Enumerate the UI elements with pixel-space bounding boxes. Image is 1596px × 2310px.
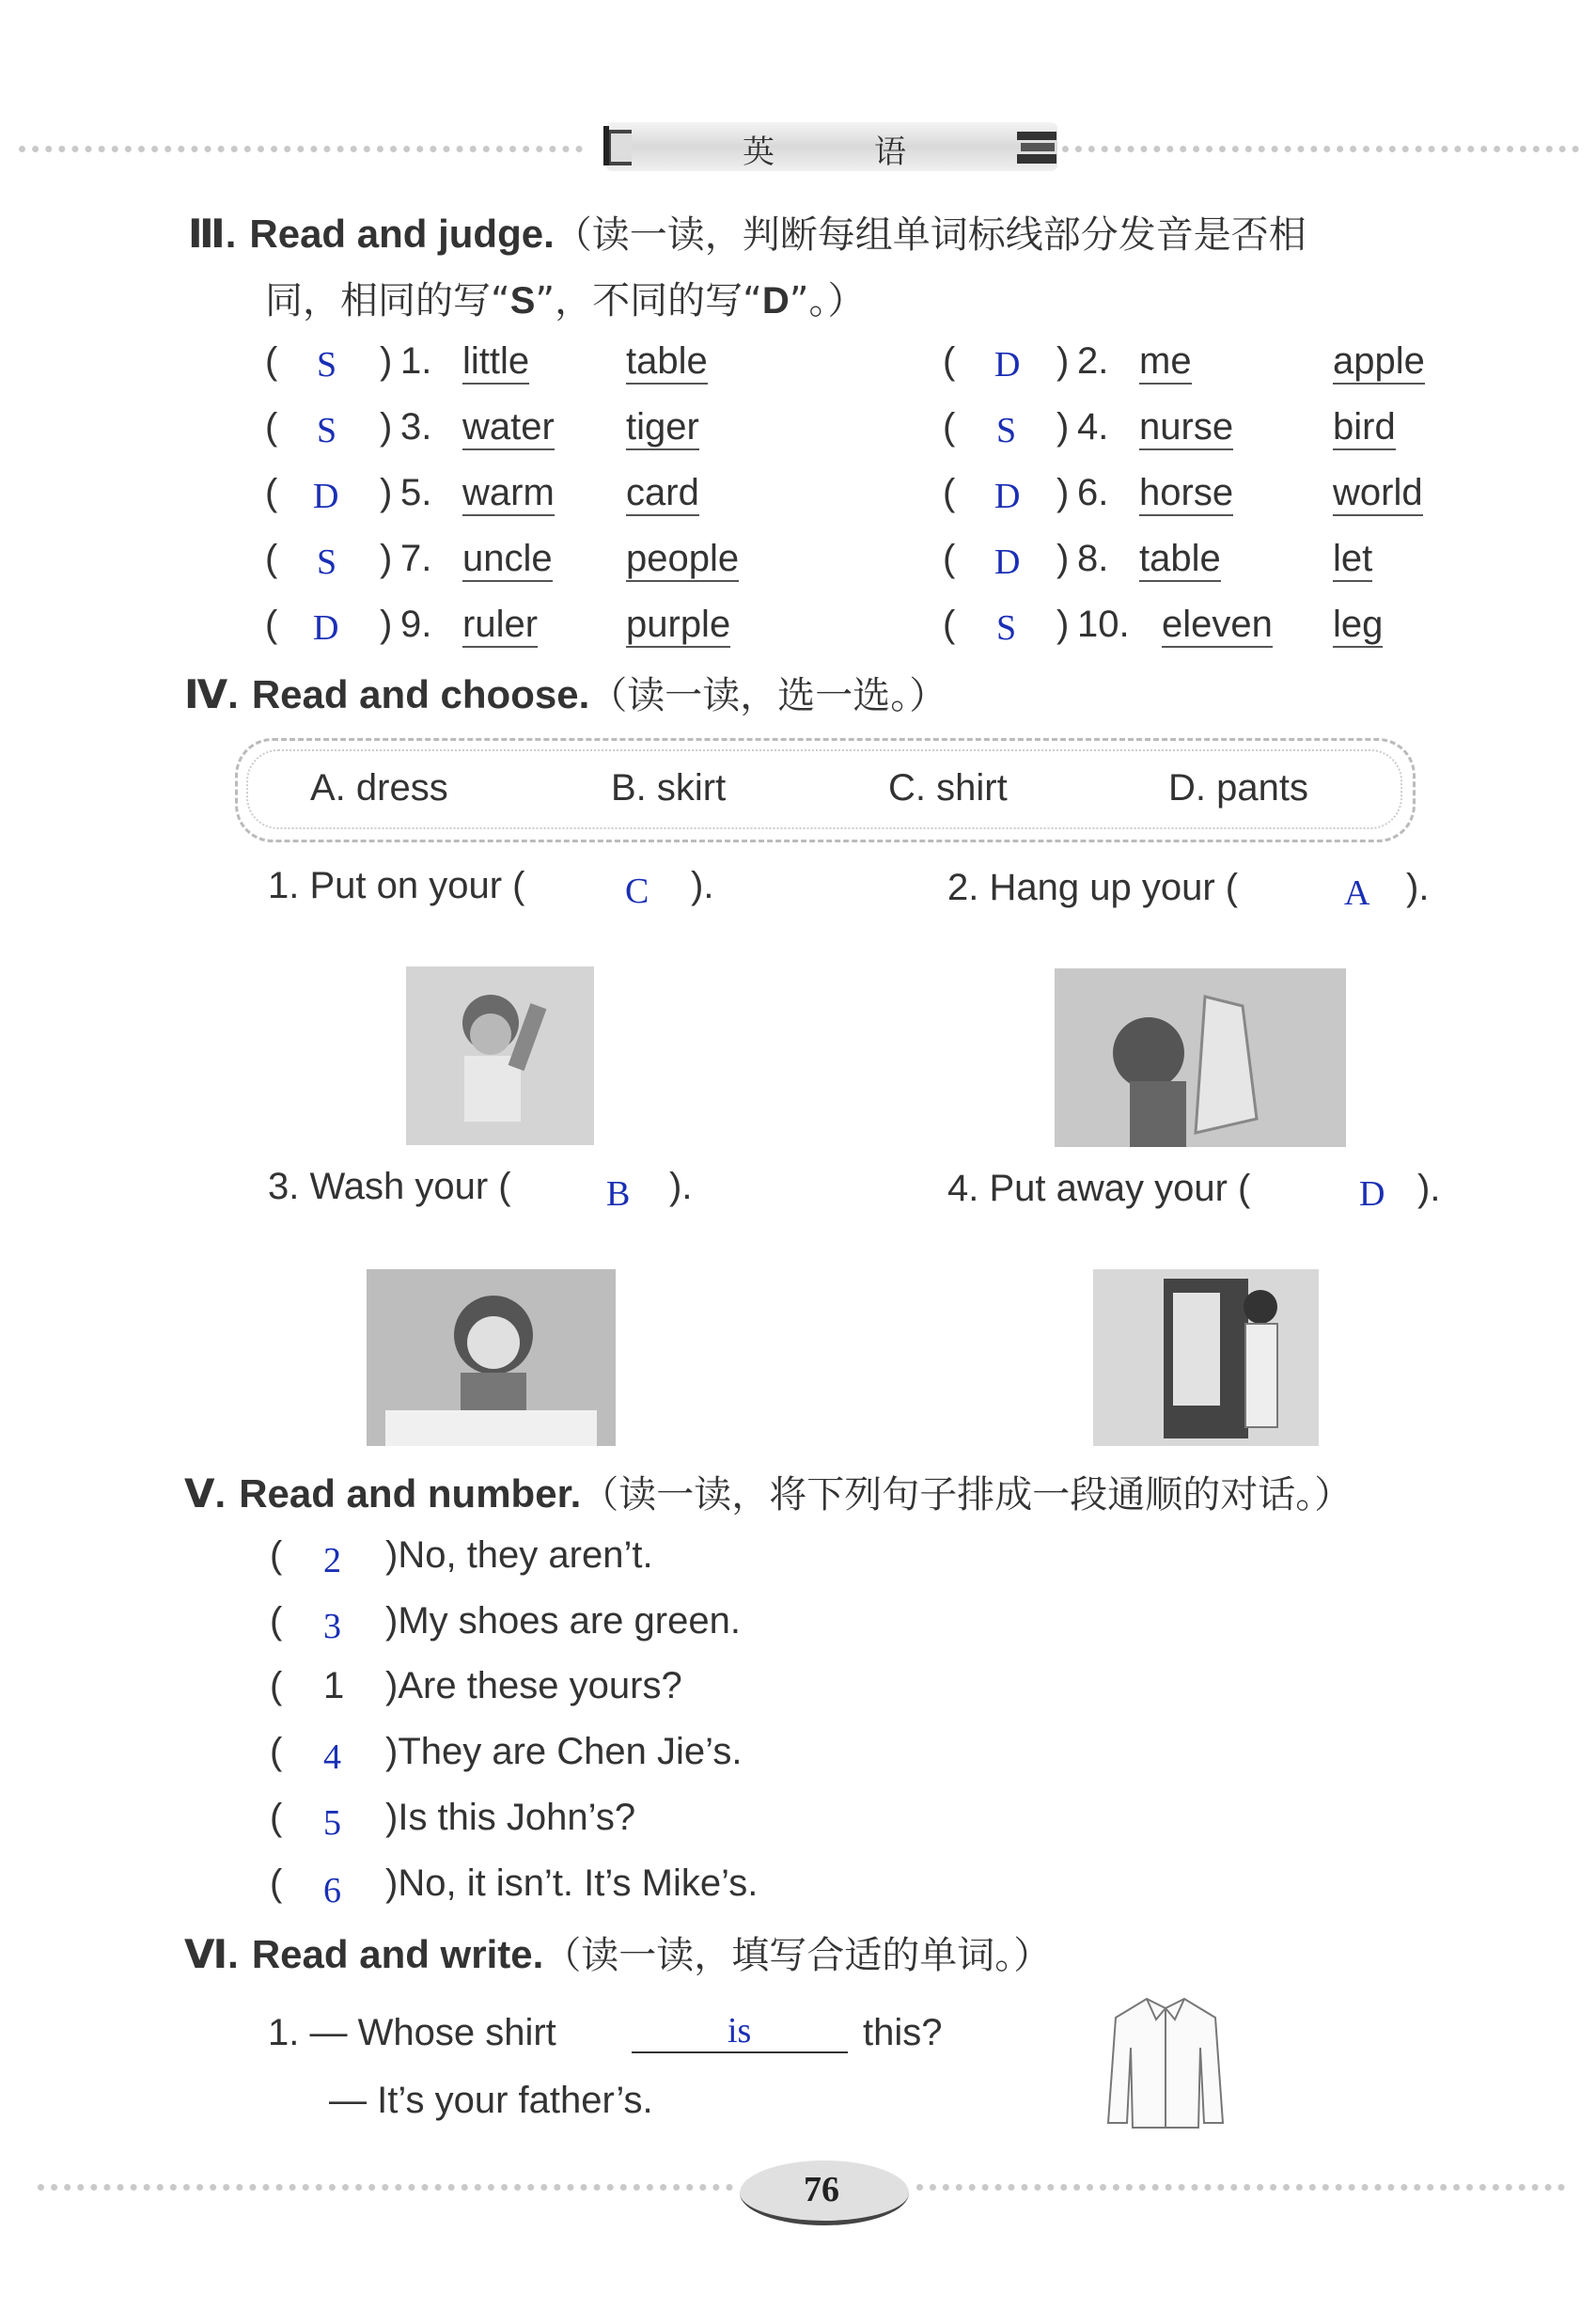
word: nurse: [1139, 406, 1233, 450]
header-subject-right: 语: [874, 134, 906, 171]
header-dots-right: [1062, 146, 1579, 152]
question-close: ).: [691, 865, 714, 906]
paren: ): [380, 340, 393, 382]
question-close: ).: [1417, 1168, 1441, 1209]
word: purple: [626, 604, 730, 648]
word: world: [1333, 472, 1423, 516]
dialogue-text: Is this John’s?: [398, 1797, 636, 1838]
question-text: Put on your (: [309, 865, 525, 906]
answer-q3: B: [606, 1174, 631, 1214]
paren: (: [270, 1862, 283, 1904]
word: tiger: [626, 406, 699, 450]
answer-q2: A: [1344, 873, 1370, 913]
dialogue-text: My shoes are green.: [398, 1600, 741, 1642]
section5-title: [184, 1465, 1352, 1518]
paren: (: [265, 538, 278, 579]
dialogue-line: )No, they aren’t.: [385, 1534, 653, 1576]
shirt-icon: [1104, 1991, 1227, 2137]
dialogue-line: )No, it isn’t. It’s Mike’s.: [385, 1862, 759, 1904]
order-answer-5: 5: [323, 1803, 341, 1843]
boy-shirt-image: [406, 966, 594, 1145]
instruction-s: S: [509, 280, 536, 322]
paren: ): [380, 604, 393, 645]
question-text-end: this?: [863, 2012, 943, 2053]
paren: ): [380, 472, 393, 513]
question-4: [947, 1168, 1250, 1210]
dialogue-text: Are these yours?: [398, 1665, 682, 1706]
paren: (: [270, 1600, 283, 1642]
paren: (: [270, 1731, 283, 1772]
option-d: D. pants: [1168, 767, 1308, 809]
word: horse: [1139, 472, 1233, 516]
answer-5: D: [313, 477, 339, 516]
dialogue-text: They are Chen Jie’s.: [398, 1731, 743, 1772]
books-icon: [1015, 130, 1058, 172]
page-number: 76: [804, 2170, 839, 2209]
question-number: 1.: [268, 865, 300, 906]
answer-8: D: [994, 542, 1021, 582]
item-number: 2.: [1077, 340, 1109, 382]
order-answer-4: 4: [323, 1737, 341, 1777]
section6-roman: Ⅵ.: [184, 1932, 239, 1976]
item-number: 4.: [1077, 406, 1109, 448]
option-b: B. skirt: [611, 767, 727, 809]
instruction-text: ”。）: [789, 279, 866, 322]
question-text: Hang up your (: [989, 867, 1239, 908]
answer-7: S: [317, 542, 337, 582]
dialogue-text: No, it isn’t. It’s Mike’s.: [398, 1862, 759, 1904]
word: uncle: [462, 538, 553, 582]
answer-q4: D: [1359, 1174, 1385, 1214]
boy-closet-image: [1093, 1269, 1319, 1446]
answer-3: S: [317, 411, 337, 450]
paren: ): [380, 406, 393, 448]
section5-heading: Read and number.: [239, 1471, 582, 1516]
order-given-3: 1: [323, 1665, 345, 1706]
instruction-text: 同，相同的写“: [265, 279, 510, 322]
paren: (: [943, 604, 956, 645]
section4-title: [184, 666, 947, 719]
word: table: [626, 340, 708, 385]
item-number: 6.: [1077, 472, 1109, 513]
dialogue-line: )They are Chen Jie’s.: [385, 1731, 743, 1772]
paren: ): [1056, 406, 1070, 448]
question-number: 4.: [947, 1168, 979, 1209]
item-number: 7.: [400, 538, 432, 579]
section3-instruction-a: （读一读，判断每组单词标线部分发音是否相: [554, 213, 1307, 257]
paren: (: [943, 538, 956, 579]
section4-roman: Ⅳ.: [184, 672, 239, 716]
girl-washing-image: [367, 1269, 616, 1446]
reply-text: — It’s your father’s.: [329, 2080, 653, 2121]
book-stack-icon: [602, 124, 639, 172]
word: ruler: [462, 604, 538, 648]
word: bird: [1333, 406, 1396, 450]
header-subject-left: 英: [743, 134, 775, 171]
paren: ): [1056, 604, 1070, 645]
section3-title: [188, 205, 1307, 259]
question-text: Wash your (: [309, 1166, 511, 1207]
section6-title: [184, 1925, 1051, 1979]
paren: (: [265, 340, 278, 382]
paren: (: [270, 1534, 283, 1576]
paren: (: [943, 340, 956, 382]
answer-1: S: [317, 345, 337, 385]
answer-4: S: [996, 411, 1017, 450]
dialogue-text: No, they aren’t.: [398, 1534, 653, 1576]
paren: (: [265, 472, 278, 513]
section4-instruction: （读一读，选一选。）: [589, 674, 947, 717]
girl-dress-image: [1055, 968, 1346, 1147]
order-answer-2: 3: [323, 1607, 341, 1646]
paren: (: [265, 604, 278, 645]
word: card: [626, 472, 699, 516]
paren: (: [270, 1665, 283, 1706]
paren: (: [943, 406, 956, 448]
instruction-d: D: [761, 280, 790, 322]
order-answer-6: 6: [323, 1871, 341, 1910]
word: eleven: [1162, 604, 1273, 648]
footer-dots-left: [38, 2184, 733, 2191]
word: leg: [1333, 604, 1383, 648]
question-number: 3.: [268, 1166, 300, 1207]
paren: ): [1056, 340, 1070, 382]
instruction-text: ”，不同的写“: [535, 279, 762, 322]
word: apple: [1333, 340, 1425, 385]
header-dots-left: [19, 146, 583, 152]
paren: (: [943, 472, 956, 513]
section3-instruction-line2: [265, 271, 866, 324]
question-3: [268, 1166, 511, 1208]
word: let: [1333, 538, 1372, 582]
paren: (: [265, 406, 278, 448]
dialogue-line: )Is this John’s?: [385, 1797, 636, 1838]
section6-heading: Read and write.: [251, 1932, 544, 1976]
dialogue-line: )My shoes are green.: [385, 1600, 741, 1642]
question-text: Put away your (: [989, 1168, 1251, 1209]
item-number: 9.: [400, 604, 432, 645]
question-close: ).: [669, 1166, 693, 1207]
item-number: 10.: [1077, 604, 1130, 645]
section3-heading: Read and judge.: [249, 212, 555, 256]
question-number: 1.: [268, 2012, 300, 2053]
question-2: [947, 867, 1238, 909]
write-answer-1: is: [728, 2011, 752, 2051]
answer-q1: C: [625, 872, 649, 911]
order-answer-1: 2: [323, 1541, 341, 1580]
question-number: 2.: [947, 867, 979, 908]
footer-dots-right: [916, 2184, 1565, 2191]
header-bar: [606, 122, 1057, 171]
paren: ): [1056, 538, 1070, 579]
word: me: [1139, 340, 1192, 385]
word: little: [462, 340, 529, 385]
answer-10: S: [996, 608, 1017, 648]
answer-6: D: [994, 477, 1021, 516]
item-number: 1.: [400, 340, 432, 382]
item-number: 3.: [400, 406, 432, 448]
section6-instruction: （读一读，填写合适的单词。）: [543, 1934, 1052, 1977]
paren: ): [1056, 472, 1070, 513]
section5-instruction: （读一读，将下列句子排成一段通顺的对话。）: [581, 1473, 1353, 1516]
word: warm: [462, 472, 555, 516]
item-number: 5.: [400, 472, 432, 513]
word: people: [626, 538, 739, 582]
question-close: ).: [1406, 867, 1430, 908]
option-c: C. shirt: [888, 767, 1008, 809]
answer-2: D: [994, 345, 1021, 385]
item-number: 8.: [1077, 538, 1109, 579]
word: table: [1139, 538, 1221, 582]
section3-roman: Ⅲ.: [188, 212, 237, 256]
answer-blank: [632, 2051, 848, 2053]
option-a: A. dress: [310, 767, 448, 809]
question-1: [268, 865, 525, 907]
dialogue-line: )Are these yours?: [385, 1665, 682, 1706]
section4-heading: Read and choose.: [251, 672, 590, 716]
answer-9: D: [313, 608, 339, 648]
write-question-1: [268, 2012, 556, 2054]
paren: (: [270, 1797, 283, 1838]
word: water: [462, 406, 555, 450]
question-text: — Whose shirt: [309, 2012, 556, 2053]
paren: ): [380, 538, 393, 579]
section5-roman: Ⅴ.: [184, 1471, 227, 1516]
